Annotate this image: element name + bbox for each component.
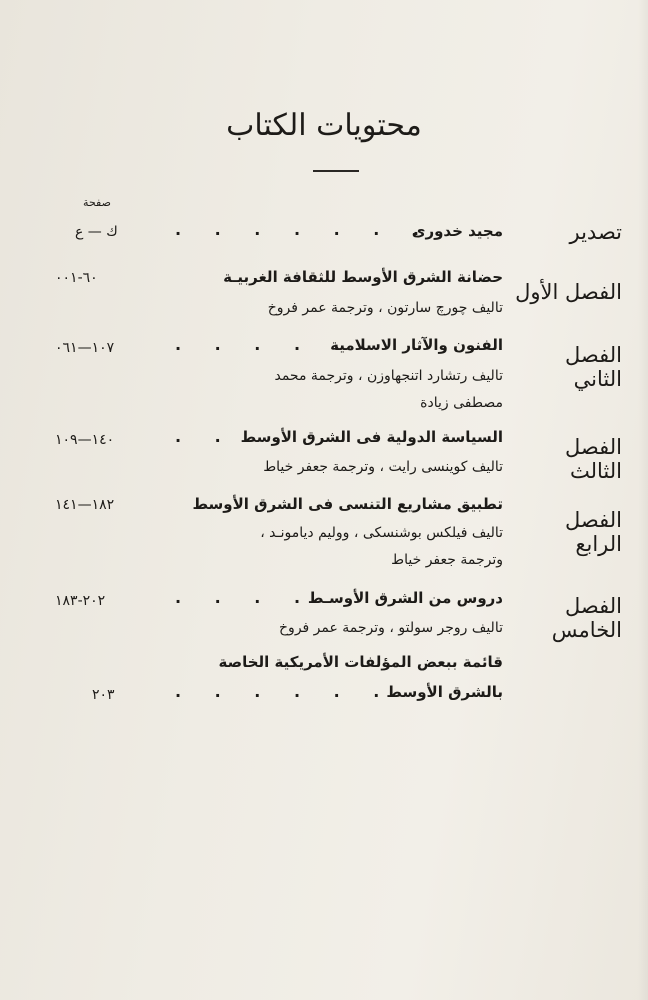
leader-dots: . . . .: [175, 588, 315, 607]
entry-pages-5: ٢٠٢-١٨٣: [55, 593, 106, 609]
page-title: محتويات الكتاب: [226, 108, 422, 143]
chapter-label-2: الفصل الثاني: [565, 343, 622, 391]
entry-subtitle-2b: مصطفى زيادة: [420, 395, 503, 411]
entry-title-preface: مجيد خدورى: [411, 222, 503, 240]
leader-dots: . . . . .: [175, 335, 354, 354]
entry-pages-1: ٦٠-٠٠١: [55, 270, 98, 286]
chapter-label-5: الفصل الخامس: [551, 594, 622, 642]
entry-title-5: دروس من الشرق الأوسـط: [307, 589, 503, 607]
chapter-label-1: الفصل الأول: [515, 280, 622, 304]
entry-title-6: قائمة ببعض المؤلفات الأمريكية الخاصة: [218, 653, 503, 671]
page-edge-shadow: [638, 0, 648, 1000]
leader-dots: . . . . . . .: [175, 220, 433, 239]
entry-pages-3: ١٤٠—١٠٩: [55, 432, 115, 448]
entry-title-6b: بالشرق الأوسط: [386, 683, 503, 701]
entry-title-3: السياسة الدولية فى الشرق الأوسط: [240, 428, 503, 446]
leader-dots: . . . . . .: [175, 682, 394, 701]
entry-title-4: تطبيق مشاريع التنسى فى الشرق الأوسط: [192, 495, 503, 513]
entry-subtitle-5: تاليف روجر سولتو ، وترجمة عمر فروخ: [279, 620, 503, 636]
page-column-label: صفحة: [83, 196, 111, 209]
entry-subtitle-4: تاليف فيلكس بوشنسكى ، ووليم ديامونـد ،: [260, 525, 503, 541]
leader-dots: . .: [175, 427, 235, 446]
entry-pages-preface: ك — ع: [75, 224, 118, 240]
entry-subtitle-3: تاليف كوينسى رايت ، وترجمة جعفر خياط: [263, 459, 503, 475]
entry-subtitle-1: تاليف چورچ سارتون ، وترجمة عمر فروخ: [267, 300, 503, 316]
entry-subtitle-2: تاليف رتشارد اتنجهاوزن ، وترجمة محمد: [274, 368, 503, 384]
entry-title-1: حضانة الشرق الأوسط للثقافة الغربيـة: [223, 268, 503, 286]
chapter-label-4: الفصل الرابع: [565, 508, 622, 556]
entry-title-2: الفنون والآثار الاسلامية: [330, 336, 503, 354]
chapter-label-3: الفصل الثالث: [565, 435, 622, 483]
title-divider: [313, 170, 359, 172]
entry-pages-6: ٢٠٣: [92, 687, 115, 703]
entry-subtitle-4b: وترجمة جعفر خياط: [391, 552, 503, 568]
entry-pages-2: ١٠٧—٠٦١: [55, 340, 115, 356]
entry-pages-4: ١٨٢—١٤١: [55, 497, 115, 513]
chapter-label-preface: تصدير: [569, 220, 622, 244]
